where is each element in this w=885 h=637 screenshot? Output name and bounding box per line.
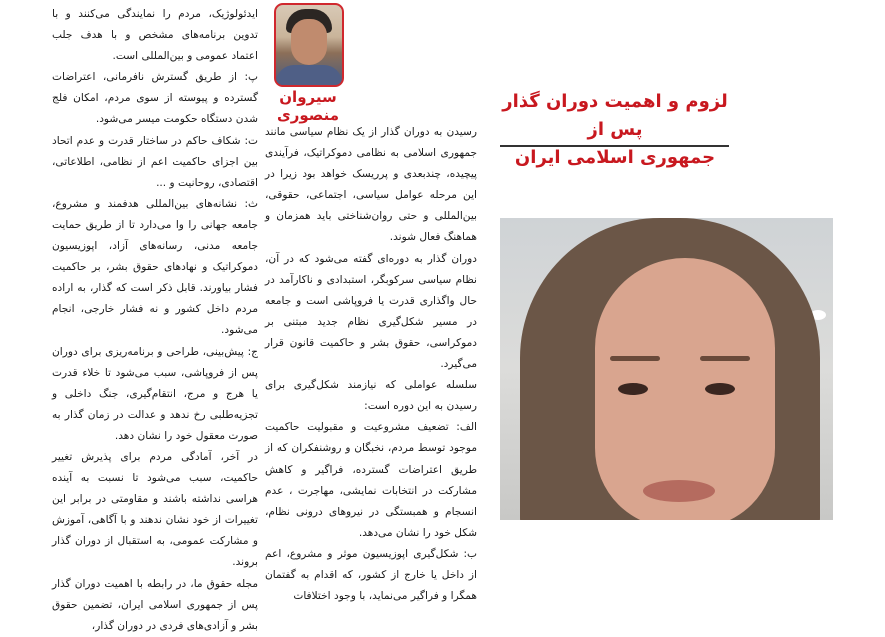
paragraph: ت: شکاف حاکم در ساختار قدرت و عدم اتحاد بین اجزای حاکمیت اعم از نظامی، اطلاعاتی، اقتصادی، روحانیت و ... <box>52 134 258 189</box>
left-text-column <box>52 4 258 637</box>
paragraph: در آخر، آمادگی مردم برای پذیرش تغییر حاکمیت، سبب می‌شود تا نسبت به آینده هراسی نداشته باشند و مقاومتی در برابر این تغییرات از خود نشان ندهند و با آگاهی، آموزش و مشارکت عمومی، به استقبال از دوران گذار بروند. <box>52 450 258 569</box>
title-divider <box>500 145 729 147</box>
paragraph: ایدئولوژیک، مردم را نمایندگی می‌کنند و با تدوین برنامه‌های مشخص و با هدف جلب اعتماد عمومی و بین‌المللی است. <box>52 8 258 63</box>
paragraph: ج: پیش‌بینی، طراحی و برنامه‌ریزی برای دوران پس از فروپاشی، سبب می‌شود تا خلاء قدرت یا هرج و مرج، انتقام‌گیری، جنگ داخلی و تجزیه‌طلبی رخ ندهد و عدالت در زمان گذار به صورت معقول خود را نشان دهد. <box>52 345 258 442</box>
paragraph: ب: شکل‌گیری اپوزیسیون موثر و مشروع، اعم از داخل یا خارج از کشور، که اقدام به گفتمان همگرا و فراگیر می‌نماید، با وجود اختلافات <box>265 547 477 603</box>
article-title <box>495 88 735 172</box>
paragraph: دوران گذار به دوره‌ای گفته می‌شود که در آن، نظام سیاسی سرکوبگر، استبدادی و ناکارآمد در حال واگذاری قدرت یا فروپاشی است و جامعه در مسیر شکل‌گیری نظام جدید مبتنی بر دموکراسی، حقوق بشر و حاکمیت قانون قرار می‌گیرد. <box>265 252 477 371</box>
paragraph: الف: تضعیف مشروعیت و مقبولیت حاکمیت موجود توسط مردم، نخبگان و روشنفکران که از طریق اعتراضات گسترده، فراگیر و کاهش مشارکت در انتخابات نمایشی، مهاجرت ، عدم انسجام و همبستگی در نیروهای درونی نظام، شکل خود را نشان می‌دهد. <box>265 421 477 539</box>
paragraph: ث: نشانه‌های بین‌المللی هدفمند و مشروع، جامعه جهانی را وا می‌دارد تا از طریق حمایت جامعه مدنی، رسانه‌های آزاد، اپوزیسیون دموکراتیک و نهادهای حقوق بشر، بر حاکمیت فشار بیاورند. قابل ذکر است که گذار، به اراده مردم داخل کشور و نه فشار خارجی، انجام می‌شود. <box>52 197 258 337</box>
paragraph: مجله حقوق ما، در رابطه با اهمیت دوران گذار پس از جمهوری اسلامی ایران، تضمین حقوق بشر و آزادی‌های فردی در دوران گذار، <box>52 577 258 632</box>
middle-text-column <box>265 122 477 607</box>
paragraph: سلسله عواملی که نیازمند شکل‌گیری برای رسیدن به این دوره است: <box>265 379 477 413</box>
author-portrait-icon <box>274 3 344 87</box>
portrait-photo-icon <box>500 218 833 520</box>
paragraph: رسیدن به دوران گذار از یک نظام سیاسی مانند جمهوری اسلامی به نظامی دموکراتیک، فرآیندی پیچیده، چندبعدی و پرریسک خواهد بود زیرا در این مرحله عوامل سیاسی، اجتماعی، حقوقی، بین‌المللی و حتی روان‌شناختی باید همزمان و هماهنگ فعال شوند. <box>265 126 477 244</box>
title-line-1: لزوم و اهمیت دوران گذار پس از <box>502 91 728 140</box>
paragraph: پ: از طریق گسترش نافرمانی، اعتراضات گسترده و پیوسته از سوی مردم، امکان فلج شدن دستگاه حکومت میسر می‌شود. <box>52 71 258 126</box>
title-line-2: جمهوری اسلامی ایران <box>514 147 716 168</box>
author-name: سیروان منصوری <box>277 88 339 124</box>
